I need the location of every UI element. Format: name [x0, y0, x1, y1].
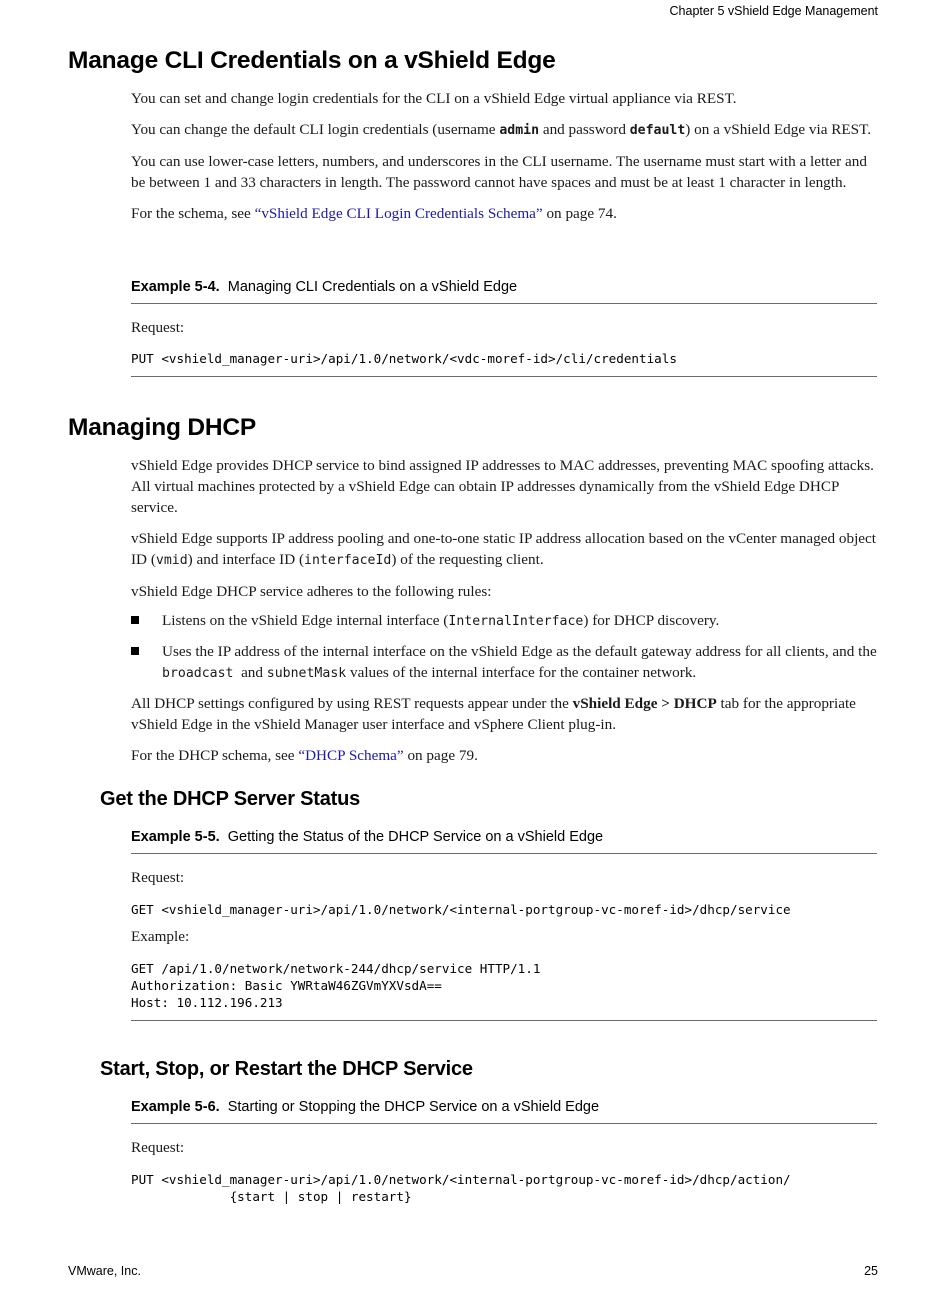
section-title-dhcp-status: Get the DHCP Server Status: [100, 788, 361, 810]
inline-code-username: admin: [499, 123, 540, 138]
inline-code-password: default: [629, 123, 686, 138]
inline-code: subnetMask: [266, 666, 347, 681]
divider: [131, 1123, 877, 1124]
divider: [131, 1020, 877, 1021]
paragraph: vShield Edge DHCP service adheres to the following rules:: [131, 583, 492, 600]
schema-link[interactable]: “vShield Edge CLI Login Credentials Schema”: [254, 205, 543, 222]
example-code: GET /api/1.0/network/network-244/dhcp/service HTTP/1.1 Authorization: Basic YWRtaW46ZGVmYXVsdA== Host: 10.112.196.213: [131, 961, 541, 1010]
request-code: PUT <vshield_manager-uri>/api/1.0/network/<vdc-moref-id>/cli/credentials: [131, 351, 677, 366]
paragraph: For the DHCP schema, see “DHCP Schema” on page 79.: [131, 747, 478, 764]
paragraph: All DHCP settings configured by using REST requests appear under the vShield Edge > DHCP tab for the appropriate vShield Edge in the vShield Manager user interface and vSphere Client plug-in.: [131, 695, 856, 733]
request-label: Request:: [131, 319, 185, 336]
page-number: 25: [864, 1264, 878, 1278]
footer-company: VMware, Inc.: [68, 1264, 141, 1278]
inline-code: broadcast: [162, 666, 234, 681]
paragraph: You can use lower-case letters, numbers, and underscores in the CLI username. The username must start with a letter and be between 1 and 33 characters in length. The password cannot have spaces and must be at least 1 character in length.: [131, 153, 867, 191]
inline-code-interfaceid: interfaceId: [304, 553, 392, 568]
paragraph: vShield Edge provides DHCP service to bind assigned IP addresses to MAC addresses, preventing MAC spoofing attacks. All virtual machines protected by a vShield Edge can obtain IP addresses dynamically from the vShield Edge DHCP service.: [131, 457, 874, 516]
running-head: Chapter 5 vShield Edge Management: [669, 4, 878, 18]
section-title-managing-dhcp: Managing DHCP: [68, 414, 256, 441]
bullet-square-icon: [131, 616, 139, 624]
request-label: Request:: [131, 1139, 185, 1156]
divider: [131, 376, 877, 377]
inline-code: InternalInterface: [448, 614, 584, 629]
dhcp-schema-link[interactable]: “DHCP Schema”: [298, 747, 404, 764]
example-caption: Example 5-5. Getting the Status of the DHCP Service on a vShield Edge: [131, 829, 604, 845]
section-title-start-stop-dhcp: Start, Stop, or Restart the DHCP Service: [100, 1058, 473, 1080]
section-body-cli-credentials: [131, 88, 877, 224]
section-body-dhcp: [131, 455, 877, 602]
request-code: GET <vshield_manager-uri>/api/1.0/network/<internal-portgroup-vc-moref-id>/dhcp/service: [131, 902, 791, 917]
request-code: PUT <vshield_manager-uri>/api/1.0/network/<internal-portgroup-vc-moref-id>/dhcp/action/ {start | stop | restart}: [131, 1172, 791, 1204]
example-label: Example:: [131, 928, 190, 945]
paragraph: For the schema, see “vShield Edge CLI Login Credentials Schema” on page 74.: [131, 205, 617, 222]
example-caption: Example 5-4. Managing CLI Credentials on a vShield Edge: [131, 279, 518, 295]
paragraph: You can change the default CLI login credentials (username admin and password default) on a vShield Edge via REST.: [131, 121, 872, 138]
paragraph: You can set and change login credentials for the CLI on a vShield Edge virtual appliance via REST.: [131, 90, 737, 107]
section-body-dhcp-cont: [131, 693, 877, 766]
bullet-square-icon: [131, 647, 139, 655]
inline-code-vmid: vmid: [155, 553, 188, 568]
request-label: Request:: [131, 869, 185, 886]
divider: [131, 303, 877, 304]
example-caption: Example 5-6. Starting or Stopping the DHCP Service on a vShield Edge: [131, 1099, 600, 1115]
paragraph: vShield Edge supports IP address pooling and one-to-one static IP address allocation based on the vCenter managed object ID (vmid) and interface ID (interfaceId) of the requesting client.: [131, 530, 876, 568]
divider: [131, 853, 877, 854]
section-title-cli-credentials: Manage CLI Credentials on a vShield Edge: [68, 47, 556, 74]
